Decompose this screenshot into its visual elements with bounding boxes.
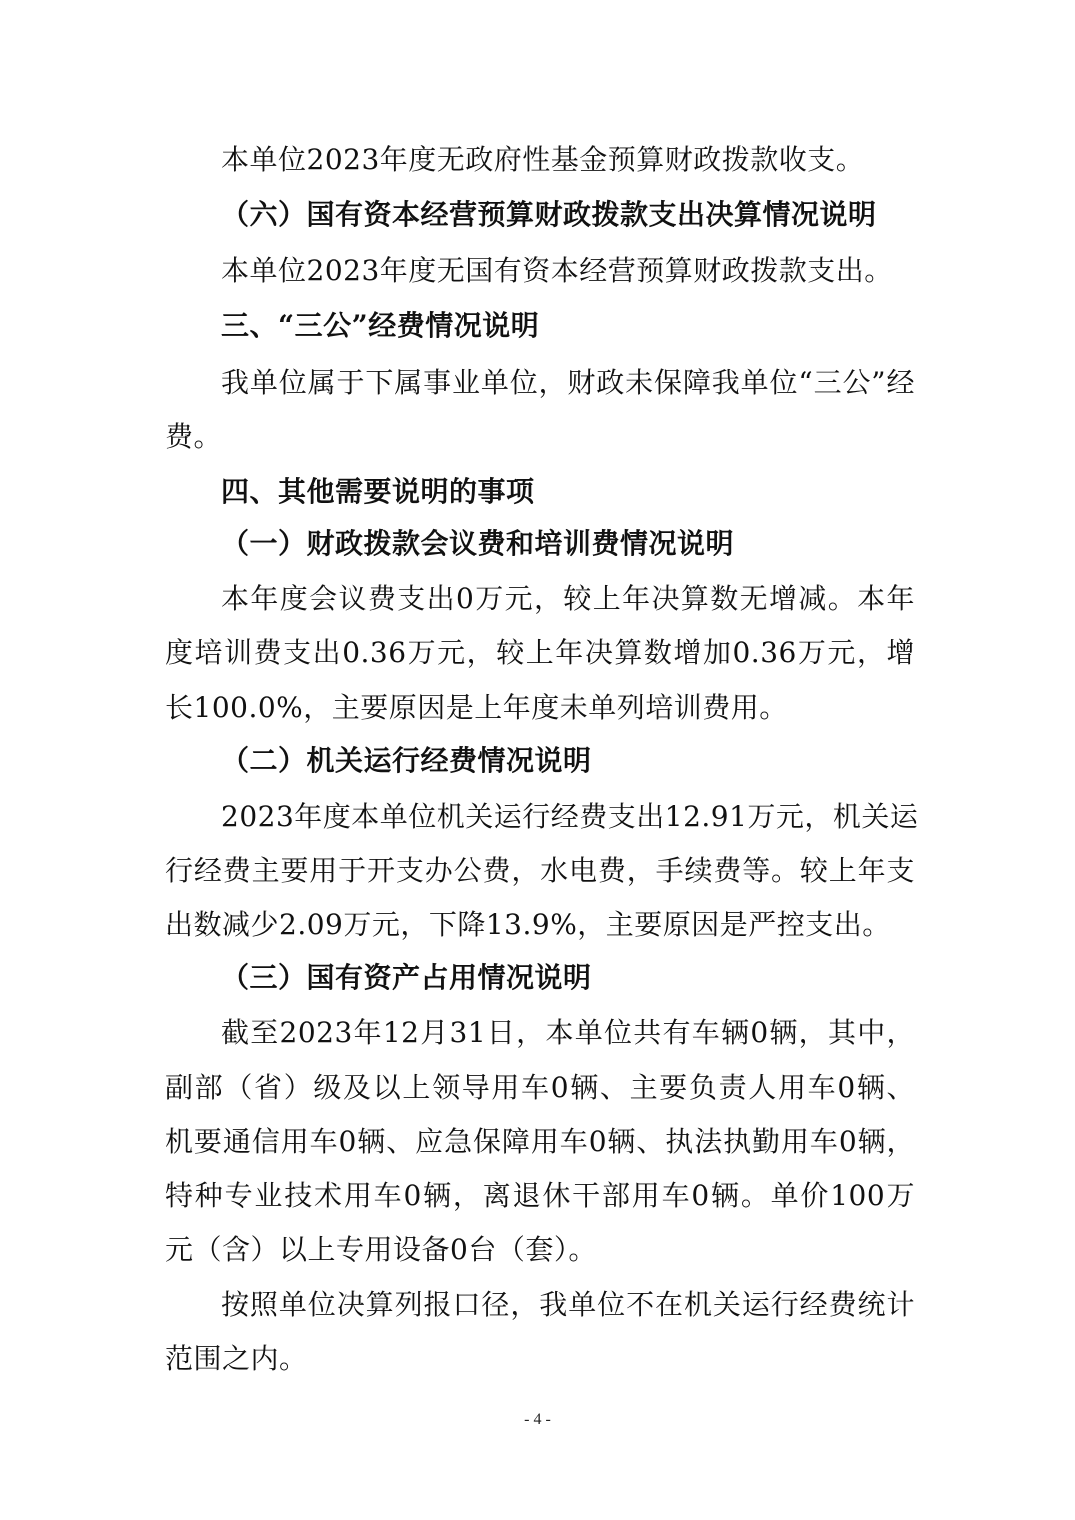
paragraph-line: 长100.0%，主要原因是上年度未单列培训费用。: [165, 691, 788, 724]
subsection-heading-3: （三）国有资产占用情况说明: [221, 961, 592, 994]
paragraph-line: 元（含）以上专用设备0台（套）。: [165, 1233, 597, 1266]
section-heading-6: （六）国有资本经营预算财政拨款支出决算情况说明: [221, 198, 877, 231]
paragraph-line: 特种专业技术用车0辆，离退休干部用车0辆。单价100万: [165, 1179, 915, 1212]
paragraph-line: 按照单位决算列报口径，我单位不在机关运行经费统计: [221, 1288, 915, 1321]
paragraph-line: 2023年度本单位机关运行经费支出12.91万元，机关运: [221, 800, 919, 833]
paragraph-line: 截至2023年12月31日，本单位共有车辆0辆，其中，: [221, 1016, 915, 1049]
paragraph-line: 本年度会议费支出0万元，较上年决算数无增减。本年: [221, 582, 915, 615]
paragraph-line: 范围之内。: [165, 1342, 308, 1375]
paragraph-line: 度培训费支出0.36万元，较上年决算数增加0.36万元，增: [165, 636, 915, 669]
paragraph-line: 机要通信用车0辆、应急保障用车0辆、执法执勤用车0辆，: [165, 1125, 915, 1158]
section-heading-3: 三、“三公”经费情况说明: [221, 309, 540, 342]
paragraph-line: 行经费主要用于开支办公费，水电费，手续费等。较上年支: [165, 854, 915, 887]
section-heading-4: 四、其他需要说明的事项: [221, 475, 535, 508]
subsection-heading-2: （二）机关运行经费情况说明: [221, 744, 592, 777]
subsection-heading-1: （一）财政拨款会议费和培训费情况说明: [221, 527, 735, 560]
paragraph-line: 本单位2023年度无国有资本经营预算财政拨款支出。: [221, 254, 893, 287]
paragraph-line: 副部（省）级及以上领导用车0辆、主要负责人用车0辆、: [165, 1071, 915, 1104]
paragraph-line: 我单位属于下属事业单位，财政未保障我单位“三公”经: [221, 366, 915, 399]
page-number: - 4 -: [524, 1411, 551, 1428]
paragraph-line: 费。: [165, 420, 223, 453]
paragraph-line: 本单位2023年度无政府性基金预算财政拨款收支。: [221, 143, 865, 176]
paragraph-line: 出数减少2.09万元，下降13.9%，主要原因是严控支出。: [165, 908, 891, 941]
